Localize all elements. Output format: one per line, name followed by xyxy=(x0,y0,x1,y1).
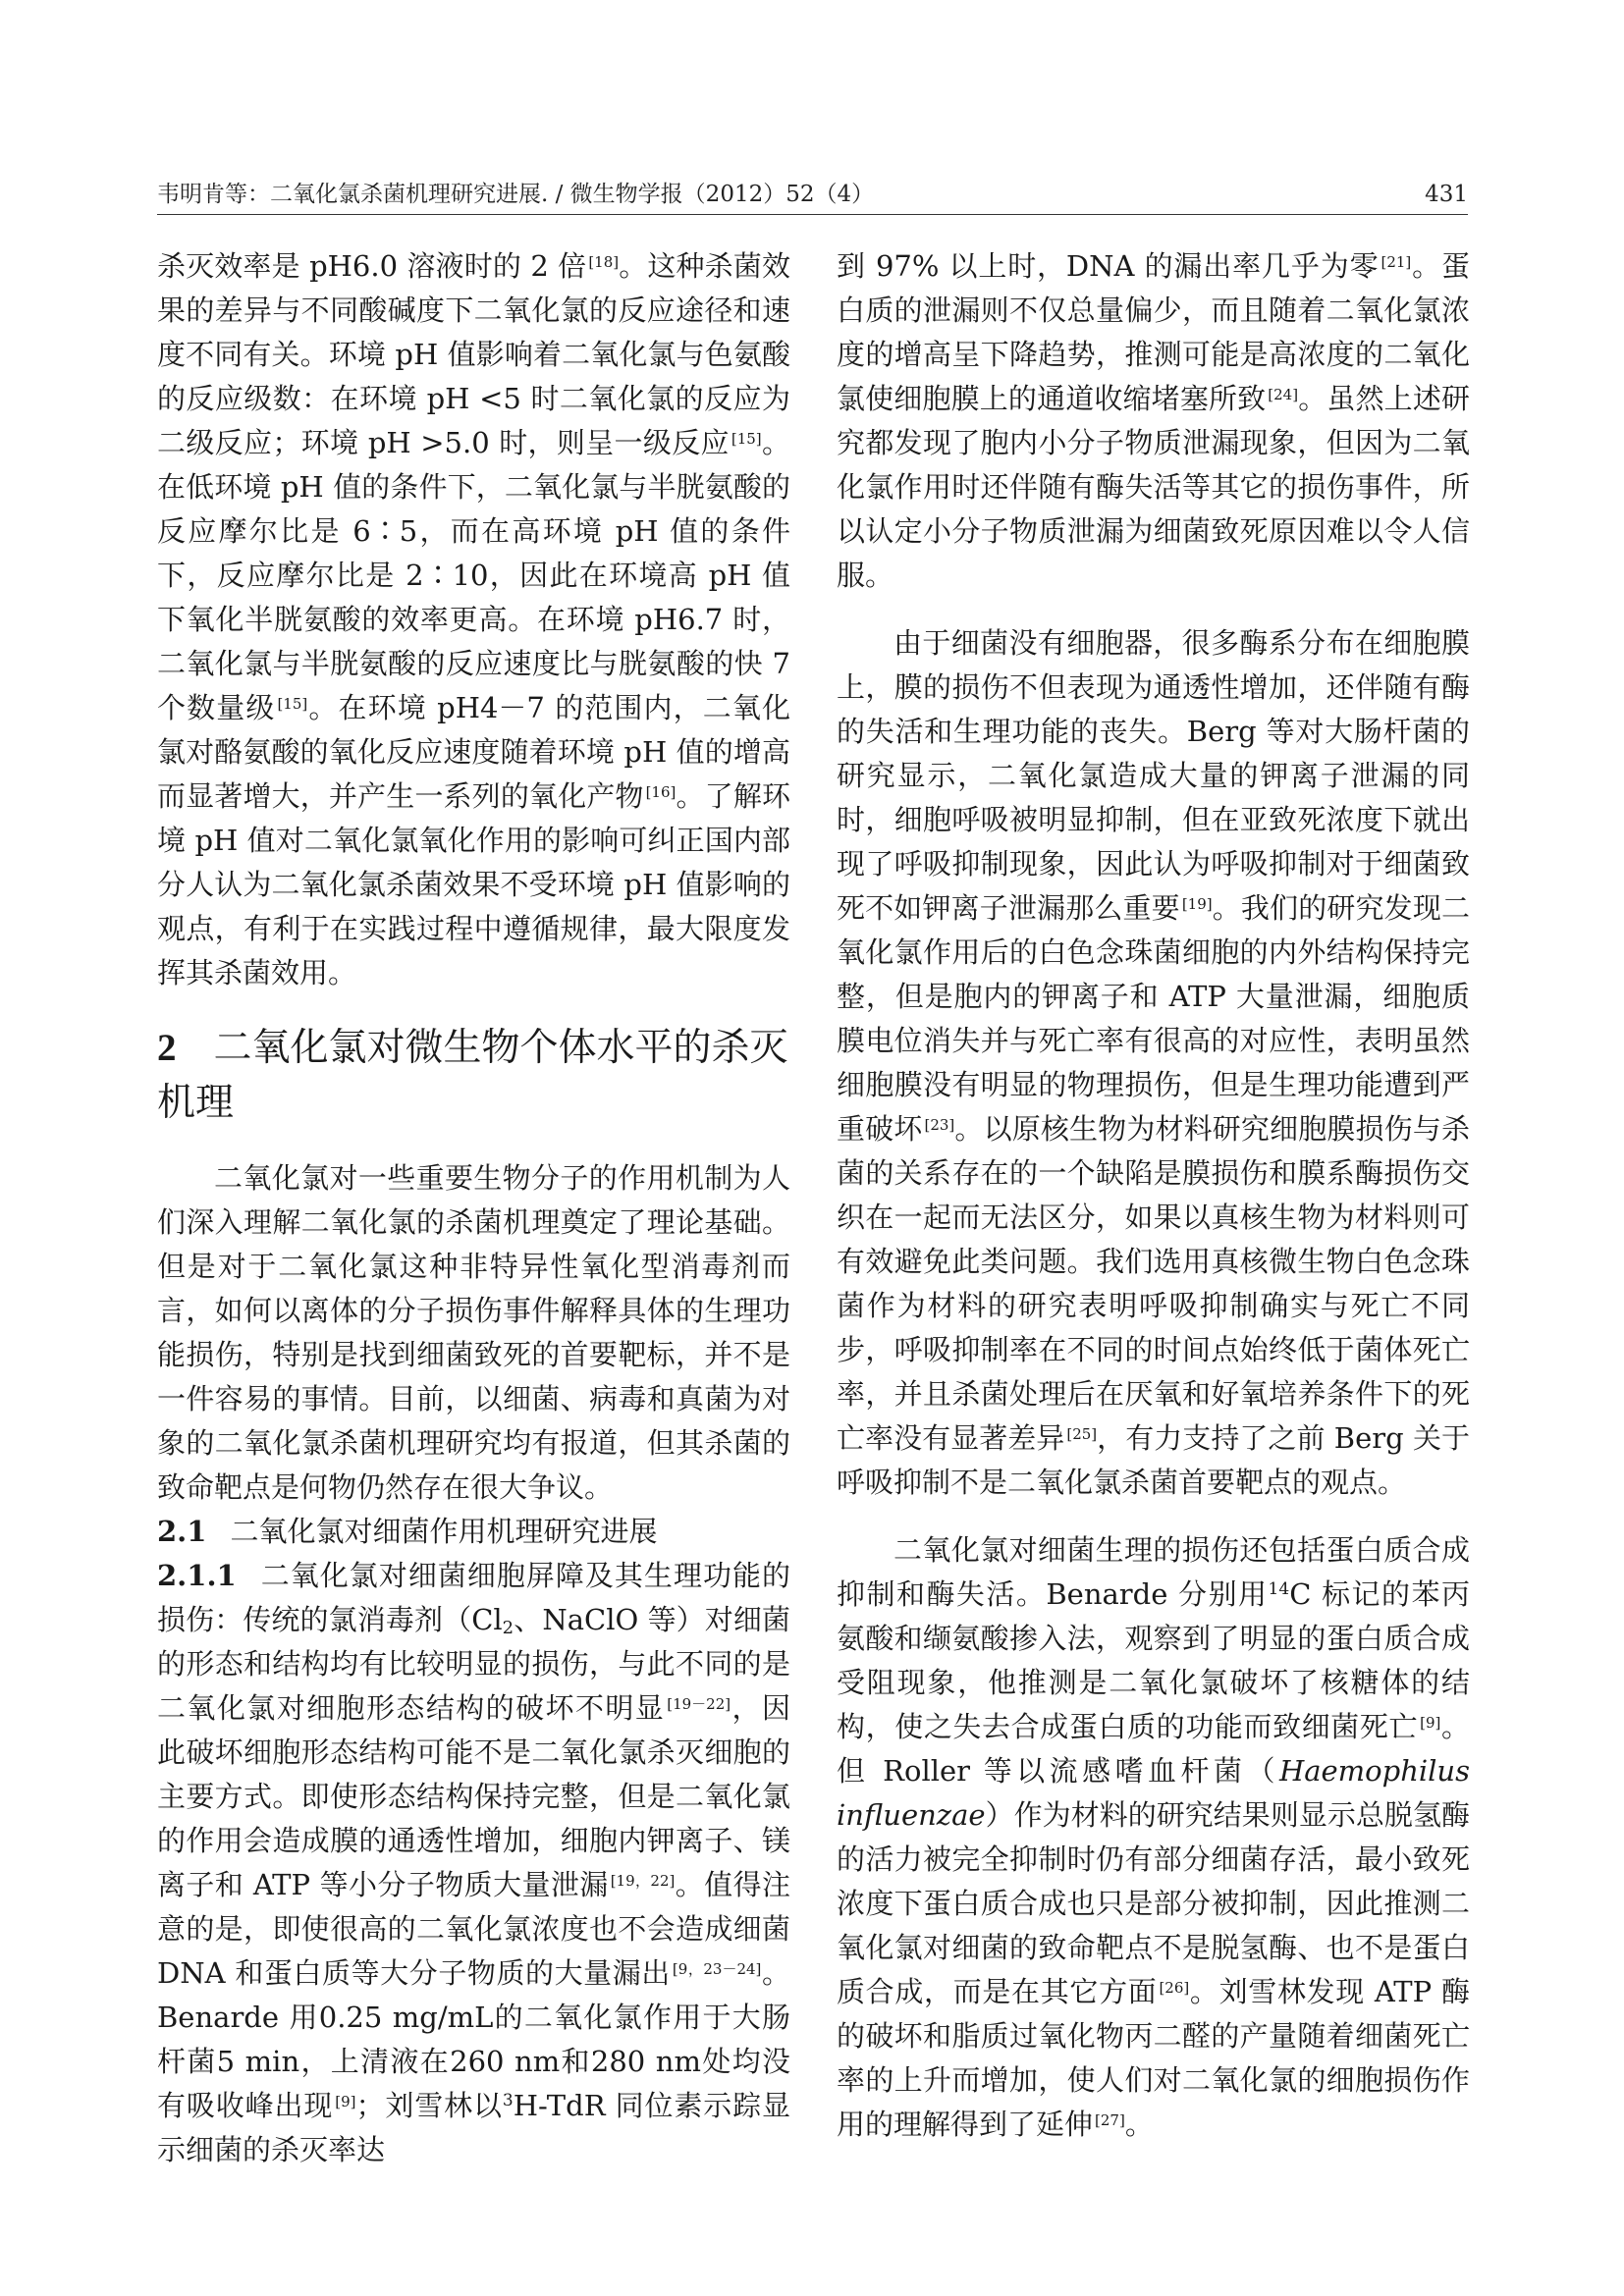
citation: [15] xyxy=(731,430,762,448)
paragraph: 由于细菌没有细胞器，很多酶系分布在细胞膜上，膜的损伤不但表现为通透性增加，还伴随有酶的失活和生理功能的丧失。Berg 等对大肠杆菌的研究显示，二氧化氯造成大量的钾离子泄漏的同时，细胞呼吸被明显抑制，但在亚致死浓度下就出现了呼吸抑制现象，因此认为呼吸抑制对于细菌致死不如钾离子泄漏那么重要 [19]。我们的研究发现二氧化氯作用后的白色念珠菌细胞的内外结构保持完整，但是胞内的钾离子和 ATP 大量泄漏，细胞质膜电位消失并与死亡率有很高的对应性，表明虽然细胞膜没有明显的物理损伤，但是生理功能遭到严重破坏 [23]。以原核生物为材料研究细胞膜损伤与杀菌的关系存在的一个缺陷是膜损伤和膜系酶损伤交织在一起而无法区分，如果以真核生物为材料则可有效避免此类问题。我们选用真核微生物白色念珠菌作为材料的研究表明呼吸抑制确实与死亡不同步，呼吸抑制率在不同的时间点始终低于菌体死亡率，并且杀菌处理后在厌氧和好氧培养条件下的死亡率没有显著差异 [25]，有力支持了之前 Berg 关于呼吸抑制不是二氧化氯杀菌首要靶点的观点。 xyxy=(837,626,1470,1499)
paragraph: 二氧化氯对细菌生理的损伤还包括蛋白质合成抑制和酶失活。Benarde 分别用$^{14}$C 标记的苯丙氨酸和缬氨酸掺入法，观察到了明显的蛋白质合成受阻现象，他推测是二氧化氯破坏了核糖体的结构，使之失去合成蛋白质的功能而致细菌死亡 [9]。但 Roller 等以流感嗜血杆菌（Haemophilus influenzae）作为材料的研究结果则显示总脱氢酶的活力被完全抑制时仍有部分细菌存活，最小致死浓度下蛋白质合成也只是部分被抑制，因此推测二氧化氯对细菌的致命靶点不是脱氢酶、也不是蛋白质合成，而是在其它方面 [26]。刘雪林发现 ATP 酶的破坏和脂质过氧化物丙二醛的产量随着细菌死亡率的上升而增加，使人们对二氧化氯的细胞损伤作用的理解得到了延伸 [27]。 xyxy=(837,1533,1470,2141)
citation: [9，23－24] xyxy=(672,1960,762,1978)
citation: [21] xyxy=(1380,253,1412,271)
page-number: 431 xyxy=(1425,182,1468,207)
subsection-heading xyxy=(157,1510,790,1554)
citation: [23] xyxy=(924,1116,955,1134)
paragraph: 到 97% 以上时，DNA 的漏出率几乎为零 [21]。蛋白质的泄漏则不仅总量偏少，而且随着二氧化氯浓度的增高呈下降趋势，推测可能是高浓度的二氧化氯使细胞膜上的通道收缩堵塞所致 [24]。虽然上述研究都发现了胞内小分子物质泄漏现象，但因为二氧化氯作用时还伴随有酶失活等其它的损伤事件，所以认定小分子物质泄漏为细菌致死原因难以令人信服。 xyxy=(837,249,1470,592)
right-column xyxy=(837,244,1470,2147)
subsection-title: 二氧化氯对细菌作用机理研究进展 xyxy=(230,1515,658,1548)
subsubsection-number: 2.1.1 xyxy=(157,1559,237,1592)
paragraph: 二氧化氯对一些重要生物分子的作用机制为人们深入理解二氧化氯的杀菌机理奠定了理论基础。但是对于二氧化氯这种非特异性氧化型消毒剂而言，如何以离体的分子损伤事件解释具体的生理功能损伤，特别是找到细菌致死的首要靶标，并不是一件容易的事情。目前，以细菌、病毒和真菌为对象的二氧化氯杀菌机理研究均有报道，但其杀菌的致命靶点是何物仍然存在很大争议。 xyxy=(157,1161,790,1504)
paragraph: 2.1.1 二氧化氯对细菌细胞屏障及其生理功能的损伤：传统的氯消毒剂（$Cl_2$、NaClO 等）对细菌的形态和结构均有比较明显的损伤，与此不同的是二氧化氯对细胞形态结构的破坏不明显 [19－22]，因此破坏细胞形态结构可能不是二氧化氯杀灭细胞的主要方式。即使形态结构保持完整，但是二氧化氯的作用会造成膜的通透性增加，细胞内钾离子、镁离子和 ATP 等小分子物质大量泄漏 [19，22]。值得注意的是，即使很高的二氧化氯浓度也不会造成细菌 DNA 和蛋白质等大分子物质的大量漏出 [9，23－24]。Benarde 用0.25 mg/mL的二氧化氯作用于大肠杆菌5 min，上清液在260 nm和280 nm处均没有吸收峰出现 [9]；刘雪林以$^3$H-TdR 同位素示踪显示细菌的杀灭率达 xyxy=(157,1559,791,2166)
paragraph: 杀灭效率是 pH6.0 溶液时的 2 倍 [18]。这种杀菌效果的差异与不同酸碱度下二氧化氯的反应途径和速度不同有关。环境 pH 值影响着二氧化氯与色氨酸的反应级数：在环境 pH <5 时二氧化氯的反应为二级反应；环境 pH >5.0 时，则呈一级反应 [15]。在低环境 pH 值的条件下，二氧化氯与半胱氨酸的反应摩尔比是 6∶5，而在高环境 pH 值的条件下，反应摩尔比是 2∶10，因此在环境高 pH 值下氧化半胱氨酸的效率更高。在环境 pH6.7 时，二氧化氯与半胱氨酸的反应速度比与胱氨酸的快 7 个数量级 [15]。在环境 pH4－7 的范围内，二氧化氯对酪氨酸的氧化反应速度随着环境 pH 值的增高而显著增大，并产生一系列的氧化产物 [16]。了解环境 pH 值对二氧化氯氧化作用的影响可纠正国内部分人认为二氧化氯杀菌效果不受环境 pH 值影响的观点，有利于在实践过程中遵循规律，最大限度发挥其杀菌效用。 xyxy=(157,249,790,989)
citation: [9] xyxy=(1420,1714,1441,1732)
header-rule xyxy=(157,214,1468,215)
running-title: 韦明肯等：二氧化氯杀菌机理研究进展. / 微生物学报（2012）52（4） xyxy=(157,182,875,207)
citation: [27] xyxy=(1095,2111,1125,2129)
citation: [19] xyxy=(1181,895,1213,913)
left-column xyxy=(157,244,790,2172)
citation: [19－22] xyxy=(667,1695,731,1713)
citation: [26] xyxy=(1159,1979,1190,1997)
citation: [9] xyxy=(335,2093,356,2110)
section-title: 二氧化氯对微生物个体水平的杀灭机理 xyxy=(157,1026,788,1125)
section-number: 2 xyxy=(157,1027,177,1069)
citation: [18] xyxy=(588,253,620,271)
species-name: Haemophilus influenzae xyxy=(837,1754,1470,1832)
citation: [15] xyxy=(277,695,308,713)
section-heading xyxy=(157,1021,790,1131)
citation: [16] xyxy=(645,783,677,801)
subsection-number: 2.1 xyxy=(157,1515,207,1548)
citation: [19，22] xyxy=(610,1872,676,1890)
citation: [25] xyxy=(1066,1425,1098,1443)
citation: [24] xyxy=(1268,386,1299,403)
